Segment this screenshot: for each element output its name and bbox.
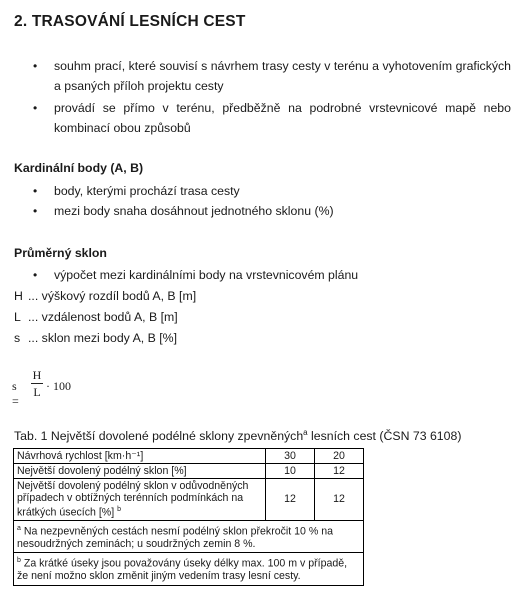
table-cell: 30 xyxy=(266,449,315,464)
bullet-icon: • xyxy=(33,184,38,198)
row-label-text: Návrhová rychlost [km·h⁻¹] xyxy=(17,450,144,462)
list-item-text: provádí se přímo v terénu, předběžně na podrobné vrstevnicové mapě nebo kombinací obou způsobů xyxy=(54,101,511,135)
formula-lhs: s = xyxy=(12,379,19,408)
variable-definition-h xyxy=(14,289,196,303)
footnote-marker: b xyxy=(17,557,21,565)
list-item-text: mezi body snaha dosáhnout jednotného sklonu (%) xyxy=(54,204,334,218)
table-cell: 12 xyxy=(315,479,364,521)
variable-description: ... sklon mezi body A, B [%] xyxy=(28,331,177,345)
variable-definition-s xyxy=(14,331,177,345)
row-label xyxy=(14,449,266,464)
footnote-marker: b xyxy=(117,506,122,513)
variable-description: ... výškový rozdíl bodů A, B [m] xyxy=(28,289,197,303)
average-slope-heading: Průměrný sklon xyxy=(14,246,107,260)
list-item xyxy=(33,265,503,285)
intro-bullet-list xyxy=(33,56,511,140)
variable-definition-l xyxy=(14,310,178,324)
cardinal-points-heading: Kardinální body (A, B) xyxy=(14,161,144,175)
list-item xyxy=(33,201,503,221)
fraction-bar xyxy=(31,383,43,384)
variable-symbol: s xyxy=(14,331,21,345)
formula-denominator: L xyxy=(33,385,41,399)
list-item-text: výpočet mezi kardinálními body na vrstevnicovém plánu xyxy=(54,268,359,282)
bullet-icon: • xyxy=(33,59,38,73)
bullet-icon: • xyxy=(33,101,38,115)
variable-description: ... vzdálenost bodů A, B [m] xyxy=(28,310,178,324)
list-item xyxy=(33,181,503,201)
bullet-icon: • xyxy=(33,268,38,282)
table-caption xyxy=(14,428,461,443)
variable-symbol: H xyxy=(14,289,23,303)
variable-symbol: L xyxy=(14,310,21,324)
bullet-icon: • xyxy=(33,204,38,218)
slope-table xyxy=(13,448,364,586)
table-footnote xyxy=(14,553,364,586)
list-item-text: body, kterými prochází trasa cesty xyxy=(54,184,240,198)
row-label xyxy=(14,479,266,521)
row-label-text: Největší dovolený podélný sklon [%] xyxy=(17,465,187,477)
caption-text: Tab. 1 Největší dovolené podélné sklony zpevněných xyxy=(14,429,304,444)
table-row xyxy=(14,464,364,479)
table-cell: 10 xyxy=(266,464,315,479)
table-note-row xyxy=(14,553,364,586)
list-item xyxy=(33,56,511,96)
formula-fraction xyxy=(31,368,43,399)
formula-rhs: · 100 xyxy=(46,379,71,393)
table-cell: 12 xyxy=(266,479,315,521)
table-footnote xyxy=(14,520,364,553)
table-cell: 20 xyxy=(315,449,364,464)
table-row xyxy=(14,479,364,521)
section-heading: 2. TRASOVÁNÍ LESNÍCH CEST xyxy=(14,13,246,30)
table-row xyxy=(14,449,364,464)
formula-numerator: H xyxy=(32,368,42,382)
row-label-text: Největší dovolený podélný sklon v odůvodněných případech v obtížných terénních podmínkách na krátkých úsecích [%] xyxy=(17,480,249,519)
cardinal-bullet-list xyxy=(33,181,503,221)
list-item-text: souhm prací, které souvisí s návrhem trasy cesty v terénu a vyhotovením grafických a psaných příloh projektu cesty xyxy=(54,59,511,93)
footnote-text: Za krátké úseky jsou považovány úseky délky max. 100 m v případě, že není možno sklon změnit jiným vedením trasy lesní cesty. xyxy=(17,557,348,583)
row-label xyxy=(14,464,266,479)
footnote-text: Na nezpevněných cestách nesmí podélný sklon překročit 10 % na nesoudržných zeminách; u soudržných zemin 8 %. xyxy=(17,525,334,550)
table-note-row xyxy=(14,520,364,553)
footnote-marker: a xyxy=(17,524,21,532)
table-cell: 12 xyxy=(315,464,364,479)
caption-footnote-marker: a xyxy=(303,428,308,437)
average-bullet-list xyxy=(33,265,503,285)
list-item xyxy=(33,98,511,138)
caption-text-end: lesních cest (ČSN 73 6108) xyxy=(307,429,462,444)
